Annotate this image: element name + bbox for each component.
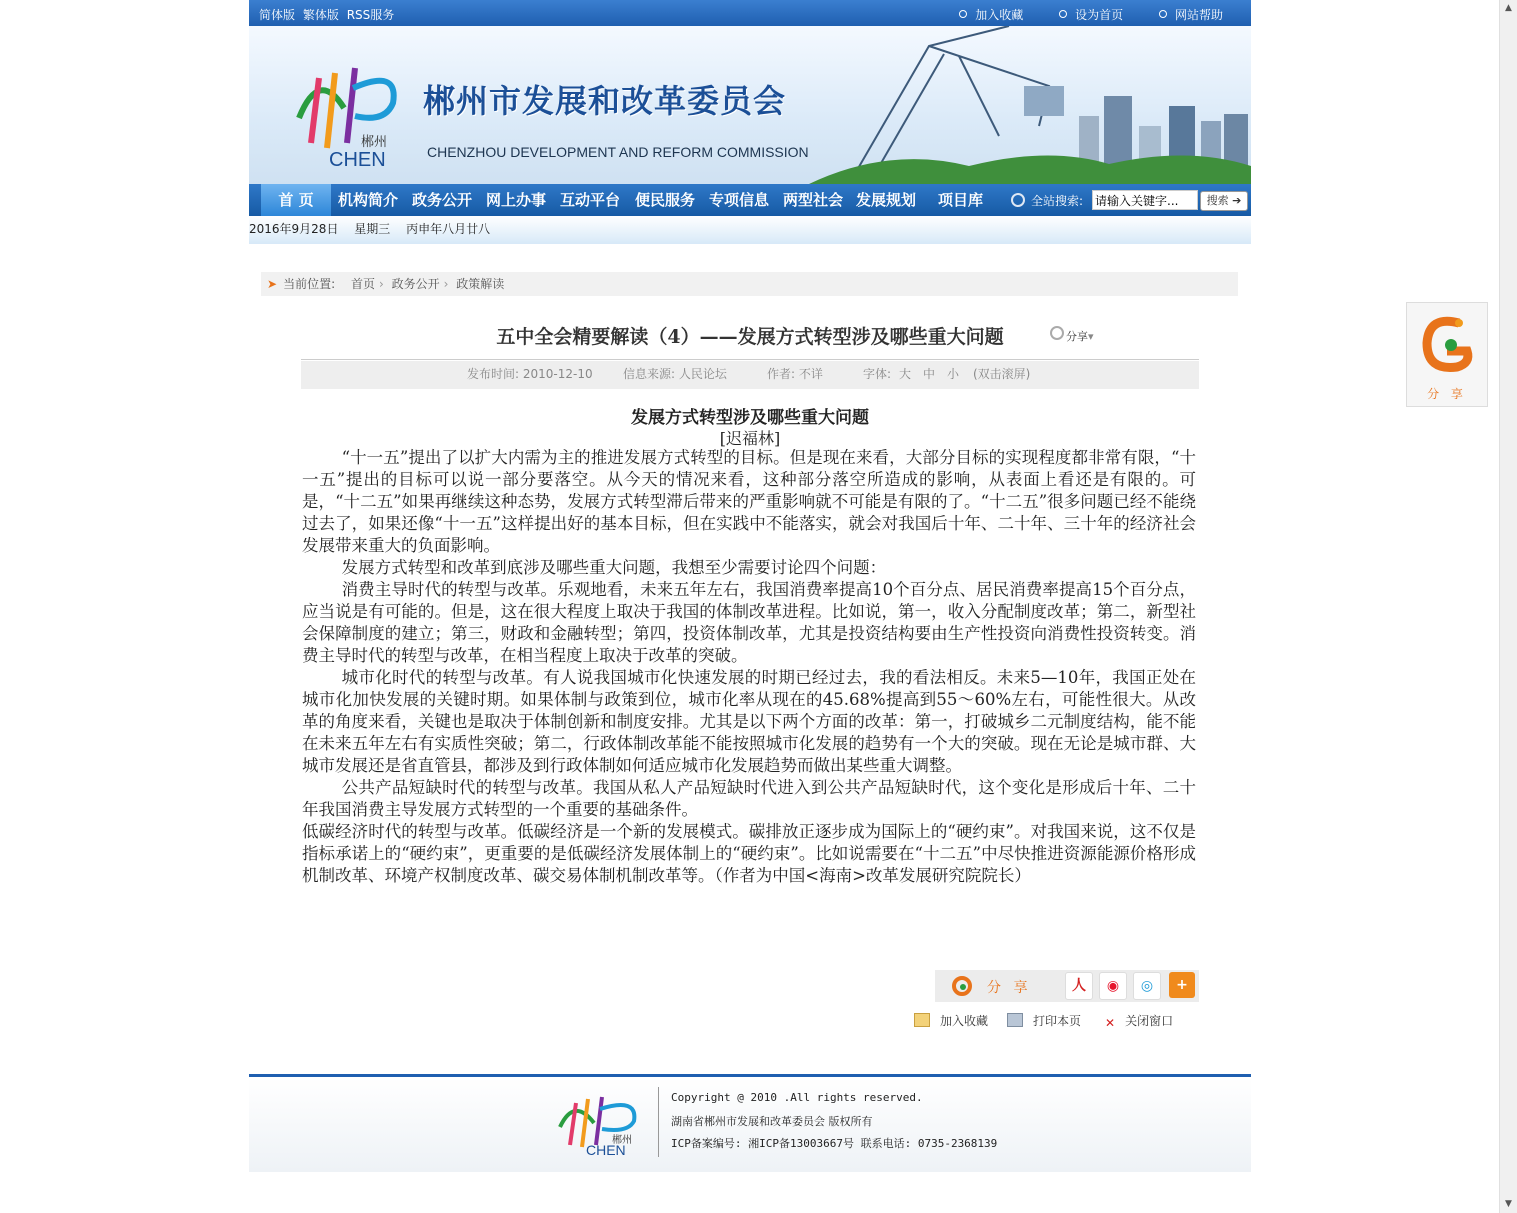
- favorite-folder-icon: [914, 1013, 930, 1027]
- breadcrumb-policy[interactable]: 政策解读: [456, 277, 505, 291]
- search-button[interactable]: [1200, 191, 1248, 211]
- breadcrumb-arrow-icon: ➤: [267, 277, 278, 291]
- set-homepage-label: 设为首页: [1075, 8, 1124, 22]
- page-wrapper: [249, 0, 1251, 244]
- nav-about[interactable]: 机构简介: [338, 191, 399, 209]
- breadcrumb-separator-icon: ›: [443, 277, 449, 291]
- share-bar: [935, 970, 1199, 1002]
- page-scrollbar[interactable]: [1499, 0, 1517, 1213]
- search-button-label: 搜索: [1206, 194, 1229, 207]
- chen-logo-icon: [289, 48, 409, 168]
- article-content: [302, 447, 1196, 887]
- arrow-right-icon: ➔: [1232, 194, 1242, 207]
- share-label: 分享: [1066, 330, 1088, 343]
- footer-copyright: Copyright @ 2010 .All rights reserved.: [671, 1091, 923, 1104]
- title-share-button[interactable]: [1050, 326, 1094, 344]
- nav-public-service[interactable]: 便民服务: [635, 191, 696, 209]
- add-favorite-link[interactable]: [959, 8, 1023, 22]
- nav-two-type-society[interactable]: 两型社会: [783, 191, 844, 209]
- side-share-widget[interactable]: [1406, 302, 1488, 407]
- article-paragraph: 发展方式转型和改革到底涉及哪些重大问题，我想至少需要讨论四个问题：: [341, 558, 887, 577]
- article-paragraph: “十一五”提出了以扩大内需为主的推进发展方式转型的目标。但是现在来看，大部分目标的实现程度都非常有限，“十一五”提出的目标可以说一部分要落空。从今天的情况来看，这种部分落空所造成的影响，从表面上看还是有限的。可是，“十二五”如果再继续这种态势，发展方式转型滞后带来的严重影响就不可能是有限的了。“十二五”很多问题已经不能绕过去了，如果还像“十一五”这样提出好的基本目标，但在实践中不能落实，就会对我国后十年、二十年、三十年的经济社会发展带来重大的负面影响。: [302, 448, 1196, 555]
- nav-interaction[interactable]: 互动平台: [560, 191, 621, 209]
- breadcrumb: [261, 272, 1238, 296]
- main-nav: [249, 184, 1251, 216]
- share-logo-icon: [951, 975, 973, 997]
- traditional-link[interactable]: 繁体版: [302, 8, 339, 22]
- more-share-button[interactable]: +: [1169, 972, 1195, 998]
- search-input[interactable]: [1092, 190, 1198, 210]
- add-favorite-button[interactable]: [914, 1012, 988, 1029]
- nav-project-library[interactable]: 项目库: [938, 191, 984, 209]
- current-date: 2016年9月28日: [249, 222, 339, 236]
- bullet-icon: [1159, 10, 1167, 18]
- nav-gov-affairs[interactable]: 政务公开: [412, 191, 473, 209]
- date-bar: [249, 216, 1251, 244]
- print-text: 打印本页: [1033, 1014, 1082, 1028]
- footer-logo-text-cn: 郴州: [612, 1135, 632, 1146]
- logo-text-cn: 郴州: [361, 135, 388, 150]
- close-window-text: 关闭窗口: [1125, 1014, 1174, 1028]
- crane-skyline-image: [809, 26, 1251, 184]
- publish-date: 发布时间: 2010-12-10: [467, 367, 593, 381]
- close-window-button[interactable]: [1105, 1012, 1173, 1029]
- footer-logo-icon: [554, 1087, 646, 1157]
- font-medium-button[interactable]: 中: [923, 367, 936, 381]
- article-paragraph: 低碳经济时代的转型与改革。低碳经济是一个新的发展模式。碳排放正逐步成为国际上的“硬约束”。对我国来说，这不仅是指标承诺上的“硬约束”，更重要的是低碳经济发展体制上的“硬约束”。比如说需要在“十二五”中尽快推进资源能源价格形成机制改革、环境产权制度改革、碳交易体制机制改革等。（作者为中国<海南>改革发展研究院院长）: [302, 822, 1196, 885]
- article-paragraph: 消费主导时代的转型与改革。乐观地看，未来五年左右，我国消费率提高10个百分点、居民消费率提高15个百分点，应当说是有可能的。但是，这在很大程度上取决于我国的体制改革进程。比如说，第一，收入分配制度改革；第二，新型社会保障制度的建立；第三，财政和金融转型；第四，投资体制改革，尤其是投资结构要由生产性投资向消费性投资转变。消费主导时代的转型与改革，在相当程度上取决于改革的突破。: [302, 580, 1196, 665]
- dblclick-scroll-hint: (双击滚屏): [973, 367, 1031, 381]
- breadcrumb-home[interactable]: 首页: [350, 277, 375, 291]
- add-favorite-label: 加入收藏: [975, 8, 1024, 22]
- article-author-meta: 作者: 不详: [767, 367, 823, 381]
- add-favorite-text: 加入收藏: [940, 1014, 989, 1028]
- top-bar: [249, 0, 1251, 26]
- site-footer: [249, 1074, 1251, 1172]
- people-share-icon[interactable]: 人: [1065, 972, 1093, 1000]
- breadcrumb-label: 当前位置:: [283, 277, 336, 291]
- footer-divider: [658, 1087, 659, 1157]
- footer-owner: 湖南省郴州市发展和改革委员会 版权所有: [671, 1115, 873, 1128]
- article-meta: [301, 361, 1199, 389]
- article-subtitle: 发展方式转型涉及哪些重大问题: [631, 408, 869, 428]
- nav-home[interactable]: 首 页: [261, 184, 331, 216]
- search-label: [1011, 192, 1083, 209]
- print-button[interactable]: [1007, 1012, 1081, 1029]
- font-small-button[interactable]: 小: [947, 367, 960, 381]
- breadcrumb-gov-affairs[interactable]: 政务公开: [391, 277, 440, 291]
- printer-icon: [1007, 1013, 1023, 1027]
- close-icon: ✕: [1105, 1016, 1116, 1030]
- nav-development-plan[interactable]: 发展规划: [856, 191, 917, 209]
- breadcrumb-separator-icon: ›: [378, 277, 384, 291]
- set-homepage-link[interactable]: [1059, 8, 1123, 22]
- bullet-icon: [959, 10, 967, 18]
- rss-link[interactable]: RSS服务: [346, 8, 395, 22]
- info-source: 信息来源: 人民论坛: [623, 367, 727, 381]
- font-size-label: 字体:: [863, 367, 892, 381]
- share-bar-label: 分 享: [987, 980, 1032, 996]
- article-paragraph: 公共产品短缺时代的转型与改革。我国从私人产品短缺时代进入到公共产品短缺时代，这个变化是形成后十年、二十年我国消费主导发展方式转型的一个重要的基础条件。: [302, 778, 1196, 819]
- search-label-text: 全站搜索:: [1031, 194, 1084, 208]
- share-logo-icon: [1419, 311, 1475, 377]
- dropdown-arrow-icon: ▾: [1088, 330, 1094, 343]
- nav-online-service[interactable]: 网上办事: [486, 191, 547, 209]
- tencent-share-icon[interactable]: ◎: [1133, 972, 1161, 1000]
- weibo-share-icon[interactable]: ◉: [1099, 972, 1127, 1000]
- site-help-label: 网站帮助: [1174, 8, 1223, 22]
- article-title: 五中全会精要解读（4）——发展方式转型涉及哪些重大问题: [496, 326, 1004, 348]
- logo-text-en: CHEN: [329, 149, 386, 168]
- site-title-en: CHENZHOU DEVELOPMENT AND REFORM COMMISSION: [427, 144, 809, 160]
- article-author: [迟福林]: [719, 429, 781, 448]
- title-divider: [301, 359, 1199, 360]
- share-logo-icon: [1050, 326, 1064, 340]
- font-large-button[interactable]: 大: [899, 367, 912, 381]
- search-icon: [1011, 193, 1025, 207]
- side-share-label: 分 享: [1427, 387, 1467, 401]
- footer-logo-text-en: CHEN: [586, 1142, 626, 1157]
- nav-special-info[interactable]: 专项信息: [709, 191, 770, 209]
- site-title-cn: 郴州市发展和改革委员会: [423, 82, 787, 120]
- site-help-link[interactable]: [1159, 8, 1223, 22]
- site-logo[interactable]: [289, 48, 409, 168]
- lunar-date: 丙申年八月廿八: [406, 222, 491, 236]
- scroll-down-arrow-icon[interactable]: ▼: [1505, 1199, 1512, 1209]
- scroll-up-arrow-icon[interactable]: ▲: [1505, 3, 1512, 13]
- bullet-icon: [1059, 10, 1067, 18]
- site-banner: [249, 26, 1251, 184]
- simplified-link[interactable]: 简体版: [259, 8, 296, 22]
- current-weekday: 星期三: [354, 222, 391, 236]
- article-paragraph: 城市化时代的转型与改革。有人说我国城市化快速发展的时期已经过去，我的看法相反。未来5—10年，我国正处在城市化加快发展的关键时期。如果体制与政策到位，城市化率从现在的45.68%提高到55～60%左右，可能性很大。从改革的角度来看，关键也是取决于体制创新和制度安排。尤其是以下两个方面的改革：第一，打破城乡二元制度结构，能不能在未来五年左右有实质性突破；第二，行政体制改革能不能按照城市化发展的趋势有一个大的突破。现在无论是城市群、大城市发展还是省直管县，都涉及到行政体制如何适应城市化发展趋势而做出某些重大调整。: [302, 668, 1196, 775]
- footer-icp: ICP备案编号: 湘ICP备13003667号 联系电话: 0735-2368139: [671, 1137, 998, 1150]
